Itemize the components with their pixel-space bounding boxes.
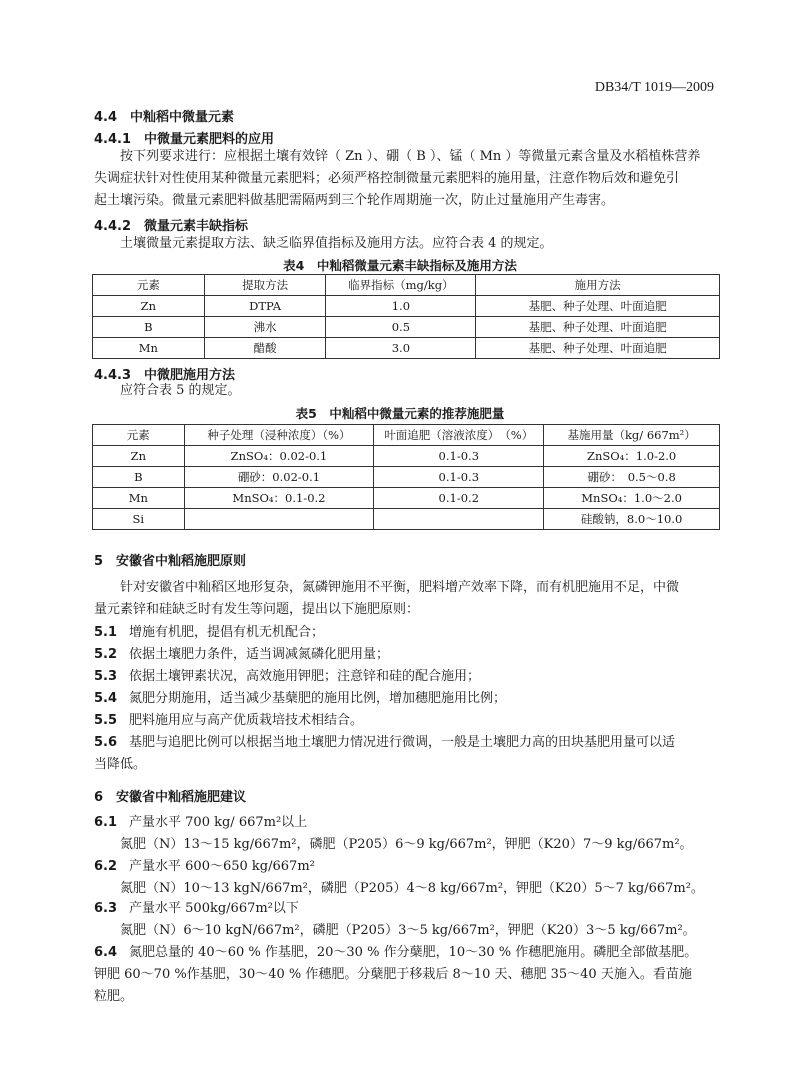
table-cell: B	[93, 467, 185, 488]
list-item-number: 5.4	[94, 691, 118, 706]
table-cell: 1.0	[326, 296, 476, 317]
table-cell: 0.1-0.2	[374, 488, 544, 509]
table-cell: ZnSO₄：0.02-0.1	[184, 446, 374, 467]
list-item-text: 基肥与追肥比例可以根据当地土壤肥力情况进行微调，一般是土壤肥力高的田块基肥用量可以适	[129, 735, 676, 750]
document-code: DB34/T 1019—2009	[594, 80, 714, 95]
section-5-line2: 量元素锌和硅缺乏时有发生等问题，提出以下施肥原则：	[94, 602, 420, 617]
table-cell: Mn	[93, 338, 205, 359]
list-item	[94, 666, 480, 688]
list-item-number: 5.1	[94, 625, 118, 640]
table5-caption: 表5 中籼稻中微量元素的推荐施肥量	[295, 406, 505, 421]
table4-header: 元素	[93, 275, 205, 296]
table5-header-row	[93, 425, 720, 446]
section-4-4-3-line1: 应符合表 5 的规定。	[120, 383, 241, 398]
list-item-continuation: 当降低。	[94, 757, 147, 772]
list-item-title: 产量水平 500kg/667m²以下	[129, 901, 299, 916]
table5-header: 元素	[93, 425, 185, 446]
table-cell: 醋酸	[204, 338, 326, 359]
table-cell: MnSO₄：1.0～2.0	[544, 488, 720, 509]
section-4-4-2-title: 4.4.2 微量元素丰缺指标	[94, 219, 249, 234]
table-cell: Mn	[93, 488, 185, 509]
table5-header: 基施用量（kg/ 667m²）	[544, 425, 720, 446]
list-item-title: 产量水平 600～650 kg/667m²	[129, 859, 315, 874]
section-4-4-1-line3: 起土壤污染。微量元素肥料做基肥需隔两到三个轮作周期施一次，防止过量施用产生毒害。	[94, 193, 615, 208]
table-row	[93, 317, 720, 338]
list-item	[94, 688, 506, 710]
list-item-number: 5.6	[94, 735, 118, 750]
list-item-number: 5.5	[94, 713, 118, 728]
list-item-number: 6.2	[94, 859, 118, 874]
list-item	[94, 898, 299, 920]
list-item-text: 粒肥。	[94, 989, 134, 1004]
table-cell: DTPA	[204, 296, 326, 317]
list-item-text: 依据土壤钾素状况，高效施用钾肥；注意锌和硅的配合施用；	[129, 669, 481, 684]
table4-caption: 表4 中籼稻微量元素丰缺指标及施用方法	[283, 258, 517, 273]
table-cell	[374, 509, 544, 530]
table-cell: 沸水	[204, 317, 326, 338]
section-4-4-1-line2: 失调症状针对性使用某种微量元素肥料；必须严格控制微量元素肥料的施用量，注意作物后效和避免引	[94, 171, 680, 186]
list-item-text: 氮肥（N）13～15 kg/667m²，磷肥（P205）6～9 kg/667m²，钾肥（K20）7～9 kg/667m²。	[120, 837, 693, 852]
table5-header: 种子处理（浸种浓度）（%）	[184, 425, 374, 446]
list-item-number: 6.3	[94, 901, 118, 916]
list-item-text: 氮肥（N）6～10 kgN/667m²，磷肥（P205）3～5 kg/667m²，钾肥（K20）3～5 kg/667m²。	[120, 923, 696, 938]
table-row	[93, 338, 720, 359]
table-cell: 硼砂： 0.5～0.8	[544, 467, 720, 488]
list-item	[94, 732, 675, 754]
list-item-text: 氮肥（N）10～13 kgN/667m²，磷肥（P205）4～8 kg/667m²，钾肥（K20）5～7 kg/667m²。	[120, 881, 704, 896]
table-cell: 0.5	[326, 317, 476, 338]
list-item-text: 依据土壤肥力条件，适当调减氮磷化肥用量；	[129, 647, 390, 662]
table-cell	[184, 509, 374, 530]
section-6-title: 6 安徽省中籼稻施肥建议	[94, 790, 247, 805]
list-item-text: 氮肥总量的 40～60 % 作基肥，20～30 % 作分蘖肥，10～30 % 作穗肥施用。磷肥全部做基肥。	[129, 945, 698, 960]
section-4-4-3-title: 4.4.3 中微肥施用方法	[94, 368, 236, 383]
section-4-4-1-line1: 按下列要求进行：应根据土壤有效锌（ Zn ）、硼（ B ）、锰（ Mn ）等微量元素含量及水稻植株营养	[120, 149, 701, 164]
table5-header: 叶面追肥（溶液浓度） （%）	[374, 425, 544, 446]
list-item	[94, 856, 315, 878]
list-item-number: 6.1	[94, 815, 118, 830]
table4-header: 施用方法	[476, 275, 720, 296]
list-item-text: 钾肥 60～70 %作基肥，30～40 % 作穗肥。分蘖肥于移栽后 8～10 天、穗肥 35～40 天施入。看苗施	[94, 967, 692, 982]
table-cell: Si	[93, 509, 185, 530]
section-4-4-2-line1: 土壤微量元素提取方法、缺乏临界值指标及施用方法。应符合表 4 的规定。	[120, 236, 553, 251]
table5	[92, 424, 720, 530]
table-row	[93, 296, 720, 317]
section-5-line1: 针对安徽省中籼稻区地形复杂，氮磷钾施用不平衡，肥料增产效率下降，而有机肥施用不足，中微	[120, 580, 680, 595]
list-item	[94, 942, 697, 964]
list-item-number: 5.3	[94, 669, 118, 684]
table4-header: 提取方法	[204, 275, 326, 296]
table-cell: 0.1-0.3	[374, 467, 544, 488]
table-cell: 硼砂：0.02-0.1	[184, 467, 374, 488]
section-4-4-title: 4.4 中籼稻中微量元素	[94, 110, 235, 125]
table-cell: 基肥、种子处理、叶面追肥	[476, 317, 720, 338]
table-cell: 基肥、种子处理、叶面追肥	[476, 296, 720, 317]
table-cell: B	[93, 317, 205, 338]
table-row	[93, 509, 720, 530]
table4-header: 临界指标（mg/kg）	[326, 275, 476, 296]
list-item-text: 肥料施用应与高产优质栽培技术相结合。	[129, 713, 364, 728]
table-cell: ZnSO₄：1.0-2.0	[544, 446, 720, 467]
list-item	[94, 812, 307, 834]
list-item-text: 氮肥分期施用，适当减少基蘖肥的施用比例，增加穗肥施用比例；	[129, 691, 507, 706]
list-item	[94, 644, 389, 666]
table-row	[93, 446, 720, 467]
table-cell: 硅酸钠，8.0～10.0	[544, 509, 720, 530]
list-item-title: 产量水平 700 kg/ 667m²以上	[129, 815, 308, 830]
table-cell: Zn	[93, 446, 185, 467]
table-cell: Zn	[93, 296, 205, 317]
list-item-text: 增施有机肥，提倡有机无机配合；	[129, 625, 325, 640]
list-item	[94, 710, 363, 732]
table-cell: 基肥、种子处理、叶面追肥	[476, 338, 720, 359]
section-4-4-1-title: 4.4.1 中微量元素肥料的应用	[94, 132, 275, 147]
list-item	[94, 622, 324, 644]
table-cell: 3.0	[326, 338, 476, 359]
table-cell: MnSO₄：0.1-0.2	[184, 488, 374, 509]
table-row	[93, 467, 720, 488]
section-5-title: 5 安徽省中籼稻施肥原则	[94, 554, 247, 569]
table4-header-row	[93, 275, 720, 296]
list-item-number: 6.4	[94, 945, 118, 960]
table-cell: 0.1-0.3	[374, 446, 544, 467]
table4	[92, 274, 720, 359]
table-row	[93, 488, 720, 509]
list-item-number: 5.2	[94, 647, 118, 662]
